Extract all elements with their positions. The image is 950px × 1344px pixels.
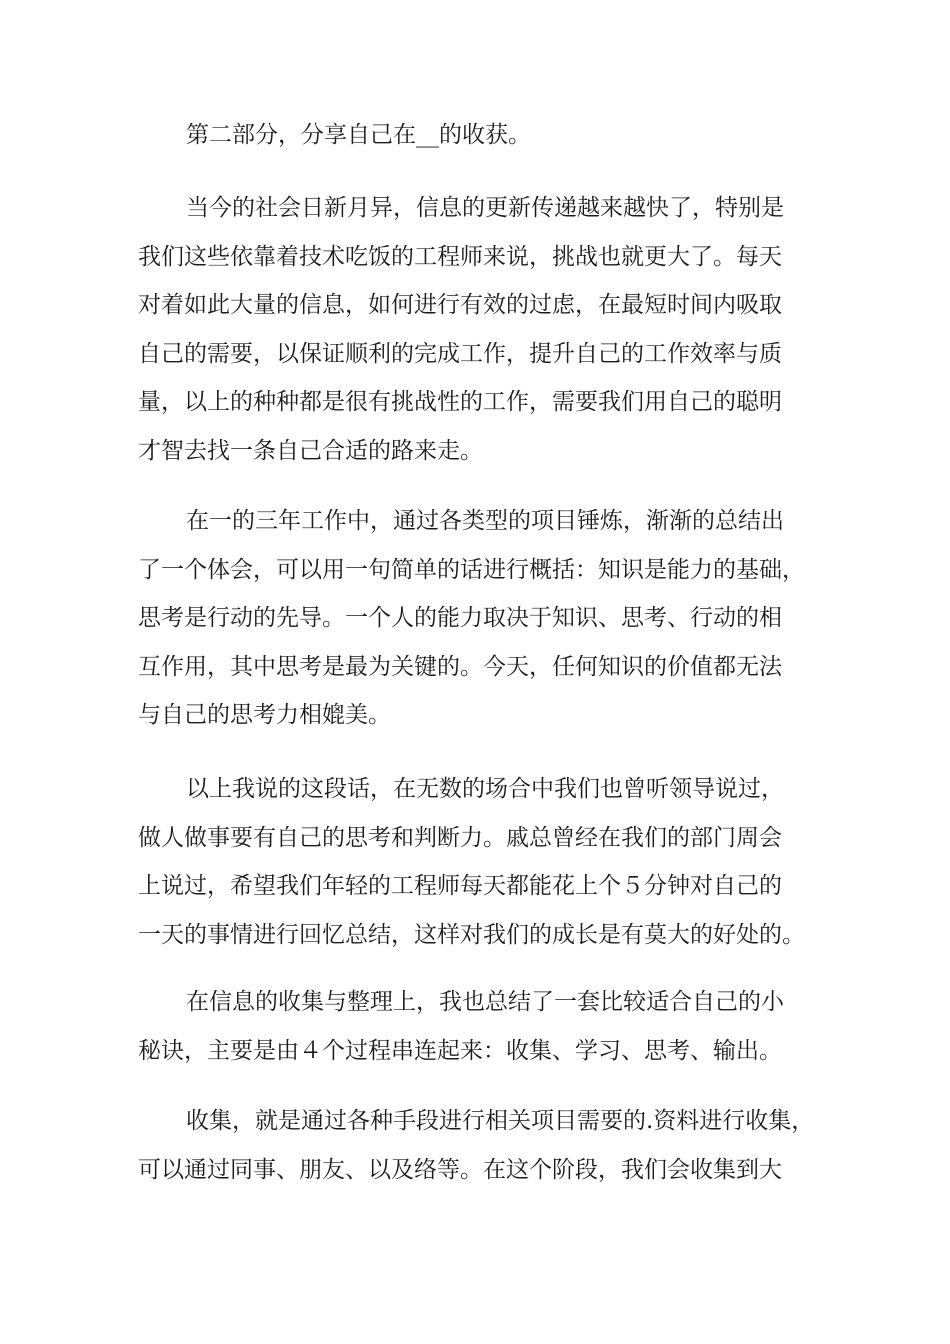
- text-line: 以上我说的这段话，在无数的场合中我们也曾听领导说过，: [186, 776, 784, 802]
- paragraph-3: [138, 497, 828, 740]
- text-line: 做人做事要有自己的思考和判断力。戚总曾经在我们的部门周会: [138, 824, 782, 851]
- paragraph-6: [138, 1097, 828, 1194]
- text-line: 了一个体会，可以用一句简单的话进行概括：知识是能力的基础，: [138, 556, 805, 583]
- text-line: 秘诀，主要是由４个过程串连起来：收集、学习、思考、输出。: [138, 1037, 782, 1064]
- paragraph-4: [138, 765, 828, 959]
- text-line: 对着如此大量的信息，如何进行有效的过虑，在最短时间内吸取: [138, 292, 782, 318]
- text-line: 与自己的思考力相媲美。: [138, 702, 391, 728]
- text-line: 在一的三年工作中，通过各类型的项目锤炼，渐渐的总结出: [186, 508, 784, 534]
- text-line: 我们这些依靠着技术吃饭的工程师来说，挑战也就更大了。每天: [138, 243, 782, 270]
- text-line: 第二部分，分享自己在__的收获。: [186, 122, 531, 148]
- text-line: 可以通过同事、朋友、以及络等。在这个阶段，我们会收集到大: [138, 1156, 782, 1183]
- paragraph-1: [138, 111, 828, 160]
- text-line: 在信息的收集与整理上，我也总结了一套比较适合自己的小: [186, 989, 784, 1015]
- text-line: 上说过，希望我们年轻的工程师每天都能花上个５分钟对自己的: [138, 873, 782, 899]
- text-line: 量，以上的种种都是很有挑战性的工作，需要我们用自己的聪明: [138, 389, 782, 415]
- text-line: 当今的社会日新月异，信息的更新传递越来越快了，特别是: [186, 195, 784, 221]
- text-line: 收集，就是通过各种手段进行相关项目需要的.资料进行收集，: [186, 1108, 815, 1134]
- text-line: 思考是行动的先导。一个人的能力取决于知识、思考、行动的相: [138, 605, 782, 631]
- text-line: 才智去找一条自己合适的路来走。: [138, 437, 483, 464]
- text-line: 自己的需要，以保证顺利的完成工作，提升自己的工作效率与质: [138, 340, 782, 367]
- paragraph-2: [138, 184, 828, 475]
- text-line: 互作用，其中思考是最为关键的。今天，任何知识的价值都无法: [138, 653, 782, 680]
- text-line: 一天的事情进行回忆总结，这样对我们的成长是有莫大的好处的。: [138, 921, 805, 948]
- paragraph-5: [138, 978, 828, 1075]
